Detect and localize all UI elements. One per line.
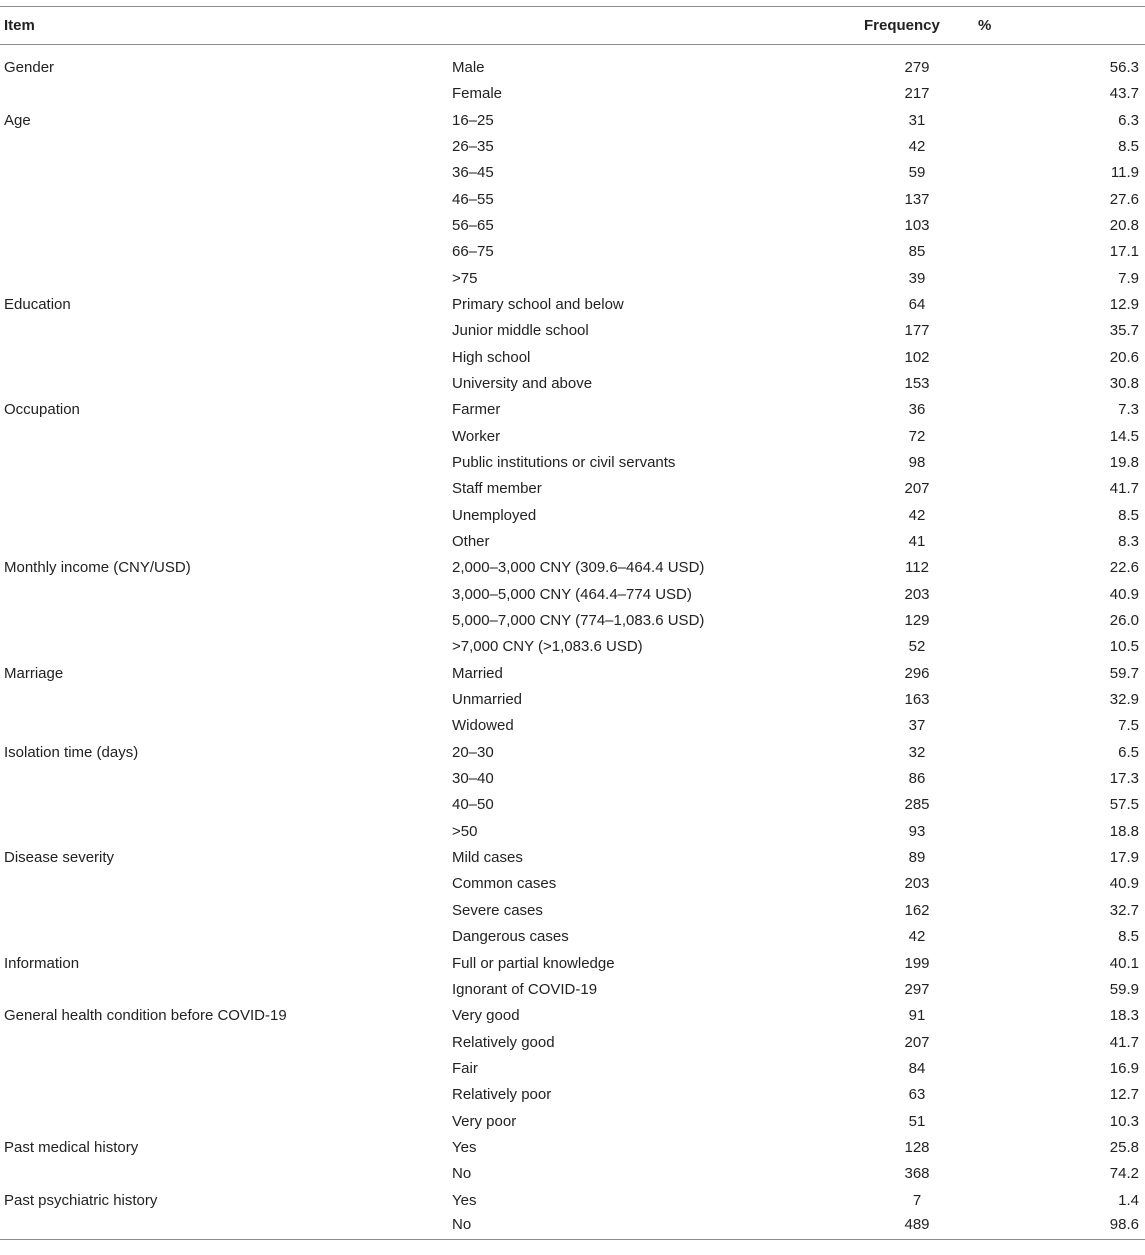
frequency-cell: 203 — [904, 585, 930, 603]
percent-cell: 10.3 — [1109, 1112, 1139, 1130]
table-row — [0, 1003, 1145, 1029]
category-cell: Full or partial knowledge — [452, 954, 615, 972]
frequency-cell: 285 — [904, 796, 930, 814]
category-cell: Relatively poor — [452, 1086, 552, 1104]
category-cell: 36–45 — [452, 164, 494, 182]
table-row — [0, 897, 1145, 923]
category-cell: 40–50 — [452, 796, 494, 814]
category-cell: Severe cases — [452, 901, 543, 919]
item-cell: Past medical history — [4, 1138, 139, 1156]
category-cell: High school — [452, 348, 531, 366]
table-row — [0, 1082, 1145, 1108]
item-cell — [0, 686, 448, 712]
table-row — [0, 212, 1145, 238]
item-cell — [0, 449, 448, 475]
frequency-cell: 297 — [904, 980, 930, 998]
category-cell: Staff member — [452, 480, 542, 498]
percent-cell: 1.4 — [1118, 1191, 1139, 1209]
percent-cell: 59.9 — [1109, 980, 1139, 998]
percent-cell: 7.9 — [1118, 269, 1139, 287]
table-row — [0, 1108, 1145, 1134]
percent-cell: 56.3 — [1109, 59, 1139, 77]
table-row — [0, 449, 1145, 475]
frequency-cell: 296 — [904, 664, 930, 682]
item-cell — [0, 792, 448, 818]
item-cell — [0, 1161, 448, 1187]
frequency-cell: 102 — [904, 348, 930, 366]
percent-cell: 20.6 — [1109, 348, 1139, 366]
category-cell: Relatively good — [452, 1033, 555, 1051]
table-row — [0, 239, 1145, 265]
category-cell: 3,000–5,000 CNY (464.4–774 USD) — [452, 585, 692, 603]
item-cell — [0, 370, 448, 396]
item-cell — [0, 1029, 448, 1055]
table-row — [0, 844, 1145, 870]
category-cell: Fair — [452, 1059, 478, 1077]
demographics-table — [0, 6, 1145, 1240]
category-cell: Yes — [452, 1191, 477, 1209]
item-cell — [0, 528, 448, 554]
item-cell — [0, 1055, 448, 1081]
percent-cell: 8.5 — [1118, 137, 1139, 155]
table-row — [0, 1029, 1145, 1055]
frequency-cell: 98 — [908, 453, 926, 471]
frequency-cell: 89 — [908, 849, 926, 867]
percent-cell: 17.9 — [1109, 849, 1139, 867]
table-row — [0, 107, 1145, 133]
category-cell: Other — [452, 533, 490, 551]
item-cell — [0, 423, 448, 449]
frequency-cell: 203 — [904, 875, 930, 893]
frequency-cell: 72 — [908, 427, 926, 445]
category-cell: 30–40 — [452, 770, 494, 788]
item-cell — [0, 1108, 448, 1134]
item-cell: Disease severity — [4, 849, 115, 867]
frequency-cell: 32 — [908, 743, 926, 761]
category-cell: Mild cases — [452, 849, 523, 867]
table-row — [0, 344, 1145, 370]
item-cell — [0, 318, 448, 344]
percent-cell: 10.5 — [1109, 638, 1139, 656]
category-cell: 66–75 — [452, 243, 494, 261]
frequency-cell: 85 — [908, 243, 926, 261]
table-row — [0, 528, 1145, 554]
table-row — [0, 423, 1145, 449]
item-cell — [0, 344, 448, 370]
percent-cell: 20.8 — [1109, 216, 1139, 234]
category-cell: Primary school and below — [452, 295, 624, 313]
header-percent: % — [974, 7, 1145, 45]
category-cell: 56–65 — [452, 216, 494, 234]
item-cell — [0, 239, 448, 265]
item-cell: Age — [4, 111, 31, 129]
item-cell — [0, 502, 448, 528]
table-row — [0, 660, 1145, 686]
frequency-cell: 279 — [904, 59, 930, 77]
category-cell: Farmer — [452, 401, 501, 419]
item-cell — [0, 634, 448, 660]
category-cell: Female — [452, 85, 503, 103]
category-cell: Common cases — [452, 875, 557, 893]
frequency-cell: 63 — [908, 1086, 926, 1104]
category-cell: University and above — [452, 374, 593, 392]
percent-cell: 26.0 — [1109, 612, 1139, 630]
frequency-cell: 368 — [904, 1165, 930, 1183]
percent-cell: 8.5 — [1118, 928, 1139, 946]
item-cell — [0, 924, 448, 950]
category-cell: >50 — [452, 822, 478, 840]
header-frequency: Frequency — [860, 7, 974, 45]
frequency-cell: 91 — [908, 1007, 926, 1025]
table-row — [0, 45, 1145, 81]
table-row — [0, 950, 1145, 976]
category-cell: 20–30 — [452, 743, 494, 761]
frequency-cell: 7 — [912, 1191, 922, 1209]
item-cell — [0, 765, 448, 791]
item-cell — [0, 133, 448, 159]
category-cell: Unmarried — [452, 691, 523, 709]
percent-cell: 16.9 — [1109, 1059, 1139, 1077]
item-cell — [0, 212, 448, 238]
header-row — [0, 7, 1145, 45]
item-cell: Information — [4, 954, 80, 972]
header-item: Item — [0, 7, 448, 45]
item-cell — [0, 160, 448, 186]
table-row — [0, 160, 1145, 186]
item-cell — [0, 871, 448, 897]
category-cell: No — [452, 1165, 472, 1183]
table-header — [0, 7, 1145, 45]
category-cell: Male — [452, 59, 485, 77]
percent-cell: 41.7 — [1109, 480, 1139, 498]
table-row — [0, 765, 1145, 791]
frequency-cell: 217 — [904, 85, 930, 103]
category-cell: Yes — [452, 1138, 477, 1156]
percent-cell: 17.3 — [1109, 770, 1139, 788]
percent-cell: 43.7 — [1109, 85, 1139, 103]
percent-cell: 19.8 — [1109, 453, 1139, 471]
table-row — [0, 476, 1145, 502]
table-row — [0, 1161, 1145, 1187]
percent-cell: 41.7 — [1109, 1033, 1139, 1051]
percent-cell: 8.5 — [1118, 506, 1139, 524]
percent-cell: 59.7 — [1109, 664, 1139, 682]
percent-cell: 98.6 — [974, 1213, 1145, 1239]
frequency-cell: 153 — [904, 374, 930, 392]
percent-cell: 17.1 — [1109, 243, 1139, 261]
item-cell — [0, 1082, 448, 1108]
category-cell: 26–35 — [452, 137, 494, 155]
category-cell: Very good — [452, 1007, 520, 1025]
item-cell — [0, 81, 448, 107]
percent-cell: 18.3 — [1109, 1007, 1139, 1025]
frequency-cell: 36 — [908, 401, 926, 419]
frequency-cell: 39 — [908, 269, 926, 287]
percent-cell: 7.3 — [1118, 401, 1139, 419]
category-cell: 2,000–3,000 CNY (309.6–464.4 USD) — [452, 559, 705, 577]
item-cell — [0, 581, 448, 607]
item-cell — [0, 476, 448, 502]
frequency-cell: 137 — [904, 190, 930, 208]
frequency-cell: 42 — [908, 506, 926, 524]
item-cell — [0, 607, 448, 633]
item-cell — [0, 186, 448, 212]
item-cell: Education — [4, 295, 71, 313]
frequency-cell: 84 — [908, 1059, 926, 1077]
category-cell: 5,000–7,000 CNY (774–1,083.6 USD) — [452, 612, 705, 630]
percent-cell: 6.3 — [1118, 111, 1139, 129]
percent-cell: 40.9 — [1109, 585, 1139, 603]
percent-cell: 40.1 — [1109, 954, 1139, 972]
category-cell: Worker — [452, 427, 501, 445]
table-row — [0, 607, 1145, 633]
frequency-cell: 129 — [904, 612, 930, 630]
category-cell: Unemployed — [452, 506, 537, 524]
category-cell: Junior middle school — [452, 322, 589, 340]
table-row — [0, 686, 1145, 712]
frequency-cell: 64 — [908, 295, 926, 313]
table-row — [0, 871, 1145, 897]
percent-cell: 27.6 — [1109, 190, 1139, 208]
item-cell — [0, 713, 448, 739]
category-cell: 46–55 — [452, 190, 494, 208]
table-row — [0, 792, 1145, 818]
table-row — [0, 1213, 1145, 1239]
frequency-cell: 41 — [908, 533, 926, 551]
frequency-cell: 199 — [904, 954, 930, 972]
frequency-cell: 31 — [908, 111, 926, 129]
table-row — [0, 976, 1145, 1002]
table-row — [0, 318, 1145, 344]
frequency-cell: 93 — [908, 822, 926, 840]
frequency-cell: 162 — [904, 901, 930, 919]
item-cell: Gender — [4, 59, 55, 77]
item-cell: Occupation — [4, 401, 80, 419]
table-row — [0, 581, 1145, 607]
category-cell: >75 — [452, 269, 478, 287]
table-row — [0, 1055, 1145, 1081]
frequency-cell: 489 — [860, 1213, 974, 1239]
percent-cell: 32.7 — [1109, 901, 1139, 919]
table-row — [0, 502, 1145, 528]
item-cell: Monthly income (CNY/USD) — [4, 559, 191, 577]
category-cell: Dangerous cases — [452, 928, 569, 946]
percent-cell: 25.8 — [1109, 1138, 1139, 1156]
frequency-cell: 207 — [904, 480, 930, 498]
table-row — [0, 818, 1145, 844]
percent-cell: 12.9 — [1109, 295, 1139, 313]
frequency-cell: 177 — [904, 322, 930, 340]
percent-cell: 32.9 — [1109, 691, 1139, 709]
frequency-cell: 51 — [908, 1112, 926, 1130]
table-row — [0, 291, 1145, 317]
item-cell: Past psychiatric history — [4, 1191, 158, 1209]
table-row — [0, 81, 1145, 107]
table-row — [0, 739, 1145, 765]
header-category — [448, 7, 860, 45]
percent-cell: 57.5 — [1109, 796, 1139, 814]
frequency-cell: 42 — [908, 928, 926, 946]
category-cell: 16–25 — [452, 111, 494, 129]
table-row — [0, 924, 1145, 950]
table-row — [0, 397, 1145, 423]
frequency-cell: 163 — [904, 691, 930, 709]
percent-cell: 14.5 — [1109, 427, 1139, 445]
frequency-cell: 128 — [904, 1138, 930, 1156]
table-row — [0, 133, 1145, 159]
item-cell: Isolation time (days) — [4, 743, 139, 761]
table-row — [0, 370, 1145, 396]
table-row — [0, 186, 1145, 212]
percent-cell: 18.8 — [1109, 822, 1139, 840]
item-cell — [0, 897, 448, 923]
category-cell: Very poor — [452, 1112, 517, 1130]
item-cell: Marriage — [4, 664, 64, 682]
item-cell: General health condition before COVID-19 — [4, 1007, 287, 1025]
frequency-cell: 42 — [908, 137, 926, 155]
percent-cell: 11.9 — [1110, 164, 1139, 182]
percent-cell: 40.9 — [1109, 875, 1139, 893]
percent-cell: 35.7 — [1109, 322, 1139, 340]
item-cell — [0, 976, 448, 1002]
category-cell: Public institutions or civil servants — [452, 453, 676, 471]
table-row — [0, 265, 1145, 291]
table-row — [0, 634, 1145, 660]
category-cell: Widowed — [452, 717, 514, 735]
frequency-cell: 37 — [908, 717, 926, 735]
item-cell — [0, 1213, 448, 1239]
category-cell: >7,000 CNY (>1,083.6 USD) — [452, 638, 643, 656]
frequency-cell: 103 — [904, 216, 930, 234]
percent-cell: 74.2 — [1109, 1165, 1139, 1183]
frequency-cell: 52 — [908, 638, 926, 656]
category-cell: Ignorant of COVID-19 — [452, 980, 598, 998]
percent-cell: 12.7 — [1109, 1086, 1139, 1104]
item-cell — [0, 265, 448, 291]
frequency-cell: 86 — [908, 770, 926, 788]
percent-cell: 7.5 — [1118, 717, 1139, 735]
percent-cell: 8.3 — [1118, 533, 1139, 551]
percent-cell: 22.6 — [1109, 559, 1139, 577]
percent-cell: 6.5 — [1118, 743, 1139, 761]
table-row — [0, 1187, 1145, 1213]
table-row — [0, 1134, 1145, 1160]
frequency-cell: 112 — [905, 559, 929, 577]
frequency-cell: 207 — [904, 1033, 930, 1051]
table-body — [0, 45, 1145, 1240]
item-cell — [0, 818, 448, 844]
frequency-cell: 59 — [908, 164, 926, 182]
category-cell: Married — [452, 664, 503, 682]
percent-cell: 30.8 — [1109, 374, 1139, 392]
table-row — [0, 713, 1145, 739]
table-row — [0, 555, 1145, 581]
category-cell: No — [448, 1213, 860, 1239]
